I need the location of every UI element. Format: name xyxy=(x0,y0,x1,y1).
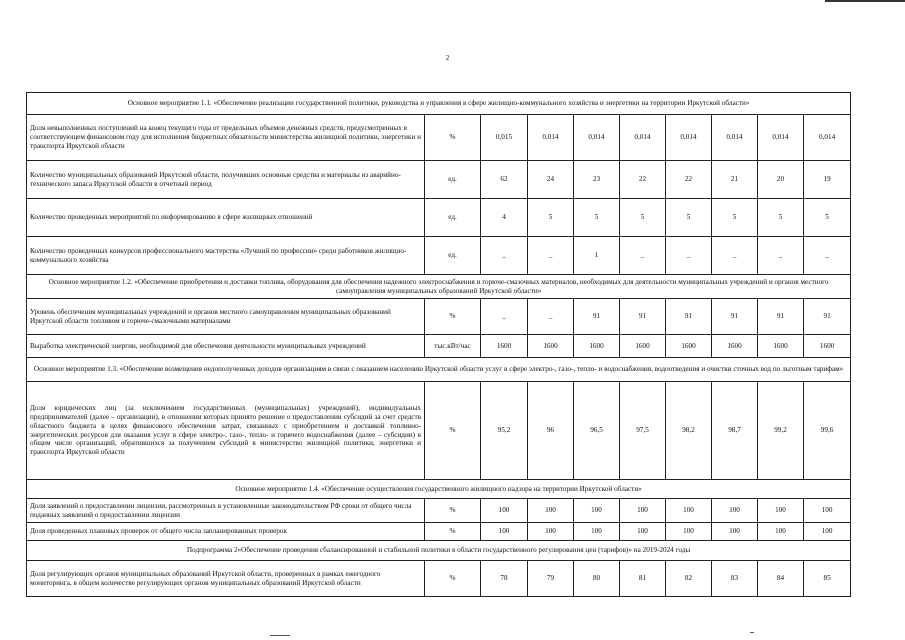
indicator-value: 100 xyxy=(481,499,528,523)
indicator-row xyxy=(27,523,851,541)
indicator-value: 91 xyxy=(712,299,758,335)
indicators-table xyxy=(26,92,851,597)
indicator-row xyxy=(27,335,851,358)
section-header-row xyxy=(27,480,851,499)
indicator-value: 62 xyxy=(481,161,528,199)
indicator-unit: тыс.кВт/час xyxy=(425,335,481,358)
indicator-value: 0,015 xyxy=(481,115,528,161)
indicator-label: Доля юридических лиц (за исключением государственных (муниципальных) учреждений), индивидуальных предпринимателей (далее – организации), в отношении которых принято решение о предоставлении субсидий за счет средств областного бюджета в целях финансового обеспечения затрат, связанных с приобретением и доставкой топливно-энергетических ресурсов для оказания услуг в сфере электро-, газо-, тепло- и горячего водоснабжения (далее – субсидии) в общем числе организаций, обратившихся за получением субсидий в министерство жилищной политики, энергетики и транспорта Иркутской области xyxy=(27,382,425,480)
indicator-label: Доля проведенных плановых проверок от общего числа запланированных проверок xyxy=(27,523,425,541)
indicator-unit: % xyxy=(425,499,481,523)
indicator-value: 84 xyxy=(758,561,804,597)
indicator-value: 96,5 xyxy=(574,382,620,480)
indicator-unit: ед. xyxy=(425,199,481,237)
indicator-value: 100 xyxy=(528,523,574,541)
indicator-value: 100 xyxy=(804,499,851,523)
indicator-value: 1600 xyxy=(712,335,758,358)
indicator-value: 1600 xyxy=(758,335,804,358)
indicator-value: _ xyxy=(804,237,851,275)
indicator-row xyxy=(27,299,851,335)
indicator-value: 5 xyxy=(528,199,574,237)
indicator-value: 91 xyxy=(620,299,666,335)
indicator-value: 5 xyxy=(804,199,851,237)
indicator-value: 91 xyxy=(804,299,851,335)
indicator-value: 100 xyxy=(574,523,620,541)
indicator-value: _ xyxy=(481,299,528,335)
section-header-row xyxy=(27,358,851,382)
indicator-row xyxy=(27,161,851,199)
indicator-value: 23 xyxy=(574,161,620,199)
indicator-value: 21 xyxy=(712,161,758,199)
indicator-value: 91 xyxy=(666,299,712,335)
section-title: Основное мероприятие 1.1. «Обеспечение реализации государственной политики, руководства и управления в сфере жилищно-коммунального хозяйства и энергетики на территории Иркутской области» xyxy=(27,93,851,115)
indicator-value: 100 xyxy=(712,523,758,541)
indicator-unit: % xyxy=(425,523,481,541)
indicator-value: 100 xyxy=(620,499,666,523)
indicator-value: 97,5 xyxy=(620,382,666,480)
indicator-row xyxy=(27,115,851,161)
indicator-value: 98,7 xyxy=(712,382,758,480)
indicator-value: 0,014 xyxy=(574,115,620,161)
indicator-value: 0,014 xyxy=(804,115,851,161)
section-title: Основное мероприятие 1.4. «Обеспечение осуществления государственного жилищного надзора на территории Иркутской области» xyxy=(27,480,851,499)
indicator-value: 78 xyxy=(481,561,528,597)
indicator-label: Количество муниципальных образований Иркутской области, получивших основные средства и материалы из аварийно-технического запаса Иркутской области в отчетный период xyxy=(27,161,425,199)
indicator-value: 100 xyxy=(758,523,804,541)
bottom-scan-mark xyxy=(270,635,290,636)
indicator-value: 96 xyxy=(528,382,574,480)
bottom-scan-dot xyxy=(750,632,754,633)
indicator-label: Выработка электрической энергии, необходимой для обеспечения деятельности муниципальных учреждений xyxy=(27,335,425,358)
indicator-value: 1600 xyxy=(804,335,851,358)
indicator-value: 4 xyxy=(481,199,528,237)
indicator-unit: % xyxy=(425,382,481,480)
indicator-value: _ xyxy=(712,237,758,275)
indicator-value: 0,014 xyxy=(758,115,804,161)
indicator-value: _ xyxy=(758,237,804,275)
indicator-value: 98,2 xyxy=(666,382,712,480)
indicator-value: 1 xyxy=(574,237,620,275)
indicator-value: 1600 xyxy=(620,335,666,358)
section-title: Подпрограмма 2«Обеспечение проведения сбалансированной и стабильной политики в области государственного регулирования цен (тарифов)» на 2019-2024 годы xyxy=(27,541,851,561)
indicator-value: _ xyxy=(620,237,666,275)
indicator-label: Количество проведенных конкурсов профессионального мастерства «Лучший по профессии» среди работников жилищно-коммунального хозяйства xyxy=(27,237,425,275)
page-number: 2 xyxy=(445,54,450,62)
indicator-value: 83 xyxy=(712,561,758,597)
indicator-value: 100 xyxy=(804,523,851,541)
indicator-value: _ xyxy=(666,237,712,275)
indicator-value: 99,2 xyxy=(758,382,804,480)
indicator-value: 0,014 xyxy=(620,115,666,161)
indicator-value: 0,014 xyxy=(666,115,712,161)
indicator-row xyxy=(27,382,851,480)
section-title: Основное мероприятие 1.3. «Обеспечение возмещения недополученных доходов организациям в связи с оказанием населению Иркутской области услуг в сфере электро-, газо-, тепло- и водоснабжения, водоотведения и очистки сточных вод по льготным тарифам» xyxy=(27,358,851,382)
indicator-value: 0,014 xyxy=(528,115,574,161)
top-edge-line xyxy=(825,0,905,2)
indicator-unit: % xyxy=(425,299,481,335)
indicator-value: 24 xyxy=(528,161,574,199)
indicator-value: 100 xyxy=(620,523,666,541)
indicator-label: Уровень обеспечения муниципальных учреждений и органов местного самоуправления муниципальных образований Иркутской области топливом и горюче-смазочными материалами xyxy=(27,299,425,335)
indicator-value: 91 xyxy=(758,299,804,335)
indicator-value: 0,014 xyxy=(712,115,758,161)
indicator-value: 79 xyxy=(528,561,574,597)
indicator-value: 1600 xyxy=(574,335,620,358)
section-header-row xyxy=(27,275,851,299)
indicator-value: 82 xyxy=(666,561,712,597)
indicator-value: 95,2 xyxy=(481,382,528,480)
indicator-label: Доля невыполненных поступлений на конец текущего года от предельных объемов денежных средств, предусмотренных в соответствующем финансовом году для исполнения бюджетных обязательств министерства жилищной политики, энергетики и транспорта Иркутской области xyxy=(27,115,425,161)
indicator-value: 80 xyxy=(574,561,620,597)
indicator-value: 100 xyxy=(712,499,758,523)
indicator-value: 5 xyxy=(758,199,804,237)
indicator-value: 100 xyxy=(528,499,574,523)
indicator-label: Доля заявлений о предоставлении лицензии, рассмотренных в установленные законодательством РФ сроки от общего числа поданных заявлений о предоставлении лицензии xyxy=(27,499,425,523)
indicator-unit: ед. xyxy=(425,237,481,275)
indicator-label: Доля регулирующих органов муниципальных образований Иркутской области, проверенных в рамках ежегодного мониторинга, в общем количестве регулирующих органов муниципальных образований Иркутской области xyxy=(27,561,425,597)
indicator-value: 1600 xyxy=(481,335,528,358)
indicator-value: 20 xyxy=(758,161,804,199)
indicator-value: 100 xyxy=(481,523,528,541)
indicator-value: _ xyxy=(528,237,574,275)
section-header-row xyxy=(27,93,851,115)
section-header-row xyxy=(27,541,851,561)
indicator-value: 22 xyxy=(666,161,712,199)
indicator-value: 5 xyxy=(666,199,712,237)
indicator-value: 5 xyxy=(620,199,666,237)
indicator-value: 100 xyxy=(574,499,620,523)
indicator-value: 85 xyxy=(804,561,851,597)
indicator-value: 100 xyxy=(758,499,804,523)
indicator-value: 1600 xyxy=(528,335,574,358)
indicator-row xyxy=(27,499,851,523)
indicator-value: 1600 xyxy=(666,335,712,358)
indicator-value: 5 xyxy=(712,199,758,237)
indicator-value: _ xyxy=(528,299,574,335)
indicator-unit: % xyxy=(425,561,481,597)
indicator-value: 100 xyxy=(666,499,712,523)
section-title: Основное мероприятие 1.2. «Обеспечение приобретения и доставки топлива, оборудования для обеспечения надежного электроснабжения и горюче-смазочных материалов, необходимых для деятельности муниципальных учреждений и органов местного самоуправления муниципальных образований Иркутской области» xyxy=(27,275,851,299)
indicator-label: Количество проведенных мероприятий по информированию в сфере жилищных отношений xyxy=(27,199,425,237)
indicator-row xyxy=(27,561,851,597)
indicator-value: 81 xyxy=(620,561,666,597)
indicator-value: 91 xyxy=(574,299,620,335)
indicator-value: 22 xyxy=(620,161,666,199)
indicator-unit: ед. xyxy=(425,161,481,199)
indicator-row xyxy=(27,199,851,237)
indicator-value: 99,6 xyxy=(804,382,851,480)
indicator-value: 5 xyxy=(574,199,620,237)
indicator-value: _ xyxy=(481,237,528,275)
indicator-value: 19 xyxy=(804,161,851,199)
indicator-value: 100 xyxy=(666,523,712,541)
indicator-unit: % xyxy=(425,115,481,161)
indicator-row xyxy=(27,237,851,275)
